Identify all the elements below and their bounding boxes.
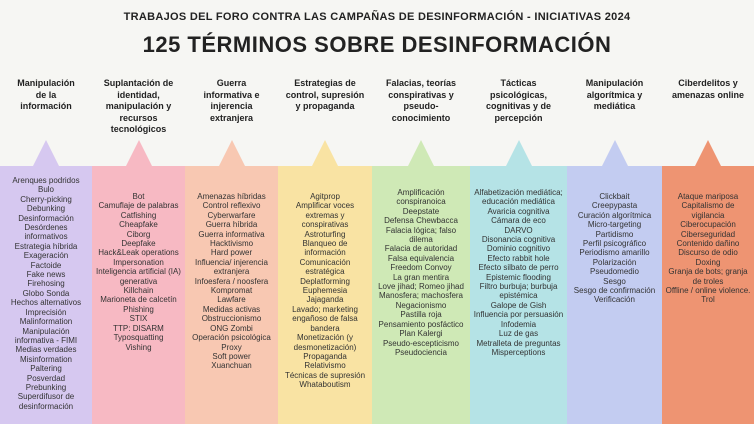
term-item: Soft power — [212, 351, 251, 361]
term-item: Micro-targeting — [587, 220, 642, 230]
term-item: Ciberocupación — [680, 220, 736, 230]
term-item: DARVO — [504, 225, 533, 235]
term-item: Hard power — [210, 248, 253, 258]
term-item: Pseudo-escepticismo — [382, 338, 460, 348]
term-item: Bulo — [37, 185, 54, 195]
term-item: STIX — [129, 314, 148, 324]
column-heading: Falacias, teorías conspirativas y pseudo-conocimiento — [385, 78, 457, 123]
column-pointer — [695, 140, 721, 166]
column-panel — [567, 166, 662, 424]
term-item: Pastilla roja — [400, 310, 442, 320]
column-pointer — [219, 140, 245, 166]
term-item: Ciberseguridad — [680, 229, 736, 239]
term-item: Efecto rabbit hole — [487, 253, 550, 263]
term-item: Medidas activas — [202, 304, 261, 314]
term-item: Contenido dañino — [676, 239, 740, 249]
term-item: Granja de bots; granja de troles — [668, 267, 748, 286]
term-item: Deepstate — [402, 206, 440, 216]
term-item: Xuanchuan — [211, 361, 252, 371]
column-heading: Estrategias de control, supresión y propaganda — [285, 78, 365, 111]
term-list — [185, 192, 278, 371]
term-item: Trol — [701, 295, 715, 305]
term-list — [278, 192, 372, 390]
term-item: Sesgo de confirmación — [573, 286, 656, 296]
column-heading: Suplantación de identidad, manipulación y recursos tecnológicos — [103, 78, 174, 134]
term-item: Whataboutism — [299, 380, 351, 390]
term-item: Discurso de odio — [678, 248, 738, 258]
column-panel — [470, 166, 567, 424]
term-item: Falacia lógica; falso dilema — [385, 225, 457, 245]
term-item: Prebunking — [25, 382, 67, 392]
term-item: Sesgo — [603, 276, 626, 286]
term-item: Dominio cognitivo — [486, 244, 551, 254]
term-item: Ataque mariposa — [677, 192, 739, 201]
term-item: Freedom Convoy — [390, 263, 452, 273]
term-list — [662, 192, 754, 305]
term-item: Catfishing — [120, 210, 157, 220]
term-item: Medias verdades — [15, 345, 77, 355]
term-list — [470, 188, 567, 357]
term-item: Vishing — [125, 342, 152, 352]
term-item: Partidismo — [595, 229, 634, 239]
term-item: Disonancia cognitiva — [481, 235, 556, 245]
term-item: Perfil psicográfico — [582, 239, 647, 249]
term-item: Exageración — [23, 251, 69, 261]
term-item: Desinformación — [18, 213, 74, 223]
column-panel — [92, 166, 185, 424]
term-item: Técnicas de supresión — [284, 370, 366, 380]
term-item: TTP: DISARM — [113, 323, 164, 333]
page-title: 125 TÉRMINOS SOBRE DESINFORMACIÓN — [142, 32, 612, 57]
term-list — [567, 192, 662, 305]
term-item: Pensamiento posfáctico — [378, 319, 464, 329]
term-item: ONG Zombi — [210, 323, 253, 333]
term-item: Efecto silbato de perro — [478, 263, 559, 273]
term-item: Control reflexivo — [202, 201, 261, 211]
term-item: Ciborg — [126, 229, 151, 239]
column-heading: Tácticas psicológicas, cognitivas y de percepción — [485, 78, 552, 123]
term-item: Alfabetización mediática; educación mediática — [474, 188, 563, 207]
term-item: Euphemesia — [302, 286, 348, 296]
term-item: Inteligencia artificial (IA) generativa — [96, 267, 181, 286]
term-item: Amenazas híbridas — [197, 192, 266, 201]
term-item: Comunicación estratégica — [299, 257, 351, 277]
column-heading: Ciberdelitos y amenazas online — [671, 78, 745, 100]
term-item: Defensa Chewbacca — [384, 216, 458, 226]
term-item: Marioneta de calcetín — [100, 295, 177, 305]
column-panel — [0, 166, 92, 424]
term-item: Astroturfing — [304, 229, 346, 239]
term-item: Operación psicológica — [192, 333, 271, 343]
term-item: Galope de Gish — [490, 300, 547, 310]
term-item: Guerra informativa — [198, 229, 265, 239]
term-item: Posverdad — [26, 373, 66, 383]
term-item: Obstruccionismo — [201, 314, 262, 324]
term-item: Lavado; marketing engañoso de falsa bandera — [292, 304, 358, 333]
column-pointer — [408, 140, 434, 166]
term-item: Propaganda — [303, 351, 347, 361]
term-item: Cyberwarfare — [207, 210, 256, 220]
term-item: Pseudociencia — [394, 347, 448, 357]
term-item: La gran mentira — [392, 272, 450, 282]
term-item: Relativismo — [304, 361, 346, 371]
term-item: Impersonation — [113, 257, 164, 267]
term-item: Kompromat — [210, 286, 253, 296]
term-item: Filtro burbuja; burbuja epistémica — [479, 282, 558, 301]
term-item: Curación algorítmica — [577, 210, 652, 220]
term-item: Manipulación informativa - FIMI — [14, 326, 78, 345]
term-item: Avaricia cognitiva — [487, 206, 550, 216]
term-item: Malinformation — [19, 317, 73, 327]
term-item: Guerra híbrida — [205, 220, 258, 230]
term-item: Cheapfake — [119, 220, 158, 230]
term-item: Killchain — [123, 286, 154, 296]
term-item: Hack&Leak operations — [98, 248, 179, 258]
term-item: Monetización (y desmonetización) — [293, 333, 357, 352]
term-item: Negacionismo — [395, 300, 447, 310]
column-pointer — [602, 140, 628, 166]
term-item: Manosfera; machosfera — [378, 291, 464, 301]
term-item: Cherry-picking — [20, 194, 72, 204]
term-item: Love jihad; Romeo jihad — [378, 282, 464, 292]
term-item: Clickbait — [599, 192, 630, 201]
column-panel — [372, 166, 470, 424]
term-item: Blanqueo de información — [302, 239, 348, 258]
term-item: Typosquatting — [113, 333, 164, 343]
term-item: Desórdenes informativos — [24, 223, 68, 242]
term-item: Misinformation — [19, 354, 72, 364]
term-item: Lawfare — [217, 295, 246, 305]
term-item: Hechos alternativos — [10, 298, 82, 308]
term-item: Plan Kalergi — [399, 329, 443, 339]
column-pointer — [33, 140, 59, 166]
term-item: Camuflaje de palabras — [98, 201, 179, 211]
term-item: Bot — [132, 192, 145, 201]
term-item: Deepfake — [121, 239, 156, 249]
column-heading: Guerra informativa e injerencia extranjera — [203, 78, 260, 123]
term-item: Infodemia — [500, 319, 537, 329]
term-item: Doxing — [695, 257, 721, 267]
term-item: Capitalismo de vigilancia — [681, 201, 735, 220]
term-item: Infoesfera / noosfera — [194, 276, 269, 286]
term-item: Amplificar voces extremas y conspirativas — [295, 201, 355, 230]
term-item: Misperceptions — [491, 347, 546, 357]
term-item: Offline / online violence. — [665, 286, 751, 296]
term-item: Hacktivismo — [209, 239, 254, 249]
column-pointer — [126, 140, 152, 166]
term-list — [372, 188, 470, 357]
column-pointer — [312, 140, 338, 166]
term-item: Creepypasta — [591, 201, 638, 211]
term-item: Superdifusor de desinformación — [17, 392, 75, 411]
term-item: Influencia/ injerencia extranjera — [195, 257, 268, 277]
column-heading: Manipulación de la información — [17, 78, 75, 111]
term-item: Epistemic flooding — [486, 272, 551, 282]
term-item: Paltering — [30, 364, 62, 374]
supertitle: TRABAJOS DEL FORO CONTRA LAS CAMPAÑAS DE DESINFORMACIÓN - INICIATIVAS 2024 — [123, 11, 631, 23]
term-item: Fake news — [26, 270, 66, 280]
term-item: Influencia por persuasión — [473, 310, 564, 320]
term-item: Globo Sonda — [22, 288, 70, 298]
column-panel — [278, 166, 372, 424]
term-item: Falacia de autoridad — [384, 244, 458, 254]
column-heading: Manipulación algorítmica y mediática — [585, 78, 644, 111]
term-item: Verificación — [594, 295, 635, 305]
column-panel — [662, 166, 754, 424]
term-item: Metralleta de preguntas — [476, 338, 561, 348]
term-item: Firehosing — [27, 279, 65, 289]
term-item: Deplatforming — [300, 276, 350, 286]
term-item: Arenques podridos — [12, 176, 80, 185]
term-item: Agitprop — [310, 192, 340, 201]
term-item: Luz de gas — [498, 329, 539, 339]
term-item: Falsa equivalencia — [387, 253, 455, 263]
term-item: Phishing — [123, 304, 154, 314]
term-item: Pseudomedio — [590, 267, 639, 277]
term-item: Proxy — [221, 342, 242, 352]
term-item: Imprecisión — [25, 307, 67, 317]
term-item: Periodismo amarillo — [579, 248, 650, 258]
term-item: Cámara de eco — [491, 216, 546, 226]
column-pointer — [506, 140, 532, 166]
term-list — [92, 192, 185, 352]
term-item: Jajaganda — [306, 295, 344, 305]
term-item: Amplificación conspiranoica — [396, 188, 446, 207]
term-item: Polarización — [592, 257, 637, 267]
term-item: Factoide — [30, 260, 62, 270]
term-item: Debunking — [26, 204, 66, 214]
term-list — [0, 176, 92, 411]
term-item: Estrategia híbrida — [14, 241, 78, 251]
column-panel — [185, 166, 278, 424]
